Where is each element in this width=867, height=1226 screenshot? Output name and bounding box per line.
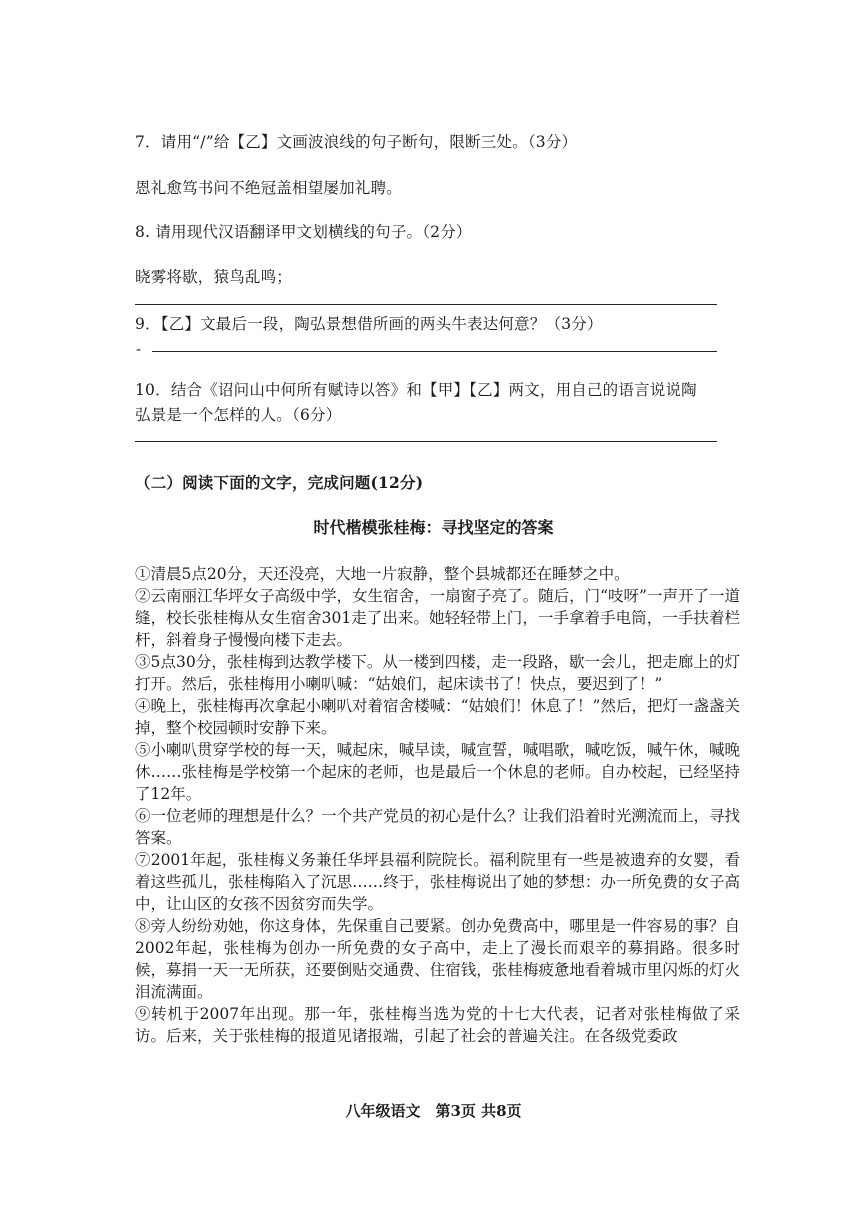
- question-7-prompt: 7．请用“/”给【乙】文画波浪线的句子断句，限断三处。（3分）: [135, 133, 578, 151]
- question-10-line-2: 弘景是一个怎样的人。（6分）: [135, 406, 342, 424]
- paragraph-9: ⑨转机于2007年出现。那一年，张桂梅当选为党的十七大代表，记者对张桂梅做了采访。后来，关于张桂梅的报道见诸报端，引起了社会的普遍关注。在各级党委政: [135, 1005, 740, 1045]
- answer-line-10: [135, 441, 717, 442]
- page-footer: 八年级语文 第3页 共8页: [345, 1102, 522, 1120]
- question-10-line-1: 10．结合《诏问山中何所有赋诗以答》和【甲】【乙】两文，用自己的语言说说陶: [135, 381, 697, 399]
- article-title: 时代楷模张桂梅：寻找坚定的答案: [313, 518, 554, 537]
- paragraph-3: ③5点30分，张桂梅到达教学楼下。从一楼到四楼，走一段路，歇一会儿，把走廊上的灯打开。然后，张桂梅用小喇叭喊：“姑娘们，起床读书了！快点，要迟到了！”: [135, 653, 740, 693]
- question-7-sentence: 恩礼愈笃书问不绝冠盖相望屡加礼聘。: [135, 179, 402, 197]
- paragraph-8: ⑧旁人纷纷劝她，你这身体，先保重自己要紧。创办免费高中，哪里是一件容易的事？自2002年起，张桂梅为创办一所免费的女子高中，走上了漫长而艰辛的募捐路。很多时候，募捐一天一无所获，还要倒贴交通费、住宿钱，张桂梅疲惫地看着城市里闪烁的灯火泪流满面。: [135, 917, 740, 1001]
- question-8-sentence: 晓雾将歇，猿鸟乱鸣；: [135, 268, 293, 286]
- paragraph-5: ⑤小喇叭贯穿学校的每一天，喊起床，喊早读，喊宣誓，喊唱歌，喊吃饭，喊午休，喊晚休……张桂梅是学校第一个起床的老师，也是最后一个休息的老师。自办校起，已经坚持了12年。: [135, 741, 740, 803]
- answer-line-8: [135, 304, 717, 305]
- paragraph-7: ⑦2001年起，张桂梅义务兼任华坪县福利院院长。福利院里有一些是被遗弃的女婴，看着这些孤儿，张桂梅陷入了沉思……终于，张桂梅说出了她的梦想：办一所免费的女子高中，让山区的女孩不因贫穷而失学。: [135, 851, 740, 913]
- question-9-blank-mark: -: [136, 340, 142, 358]
- paragraph-2: ②云南丽江华坪女子高级中学，女生宿舍，一扇窗子亮了。随后，门“吱呀”一声开了一道缝，校长张桂梅从女生宿舍301走了出来。她轻轻带上门，一手拿着手电筒，一手扶着栏杆，斜着身子慢慢向楼下走去。: [135, 587, 740, 649]
- question-8-prompt: 8. 请用现代汉语翻译甲文划横线的句子。（2分）: [135, 223, 472, 241]
- paragraph-1: ①清晨5点20分，天还没亮，大地一片寂静，整个县城都还在睡梦之中。: [135, 565, 630, 583]
- question-9-prompt: 9．【乙】文最后一段，陶弘景想借所画的两头牛表达何意？（3分）: [135, 315, 603, 333]
- paragraph-4: ④晚上，张桂梅再次拿起小喇叭对着宿舍楼喊：“姑娘们！休息了！”然后，把灯一盏盏关掉，整个校园顿时安静下来。: [135, 697, 740, 737]
- answer-line-9: [152, 351, 717, 352]
- section-heading: （二）阅读下面的文字，完成问题(12分): [135, 473, 424, 492]
- paragraph-6: ⑥一位老师的理想是什么？一个共产党员的初心是什么？让我们沿着时光溯流而上，寻找答案。: [135, 807, 740, 847]
